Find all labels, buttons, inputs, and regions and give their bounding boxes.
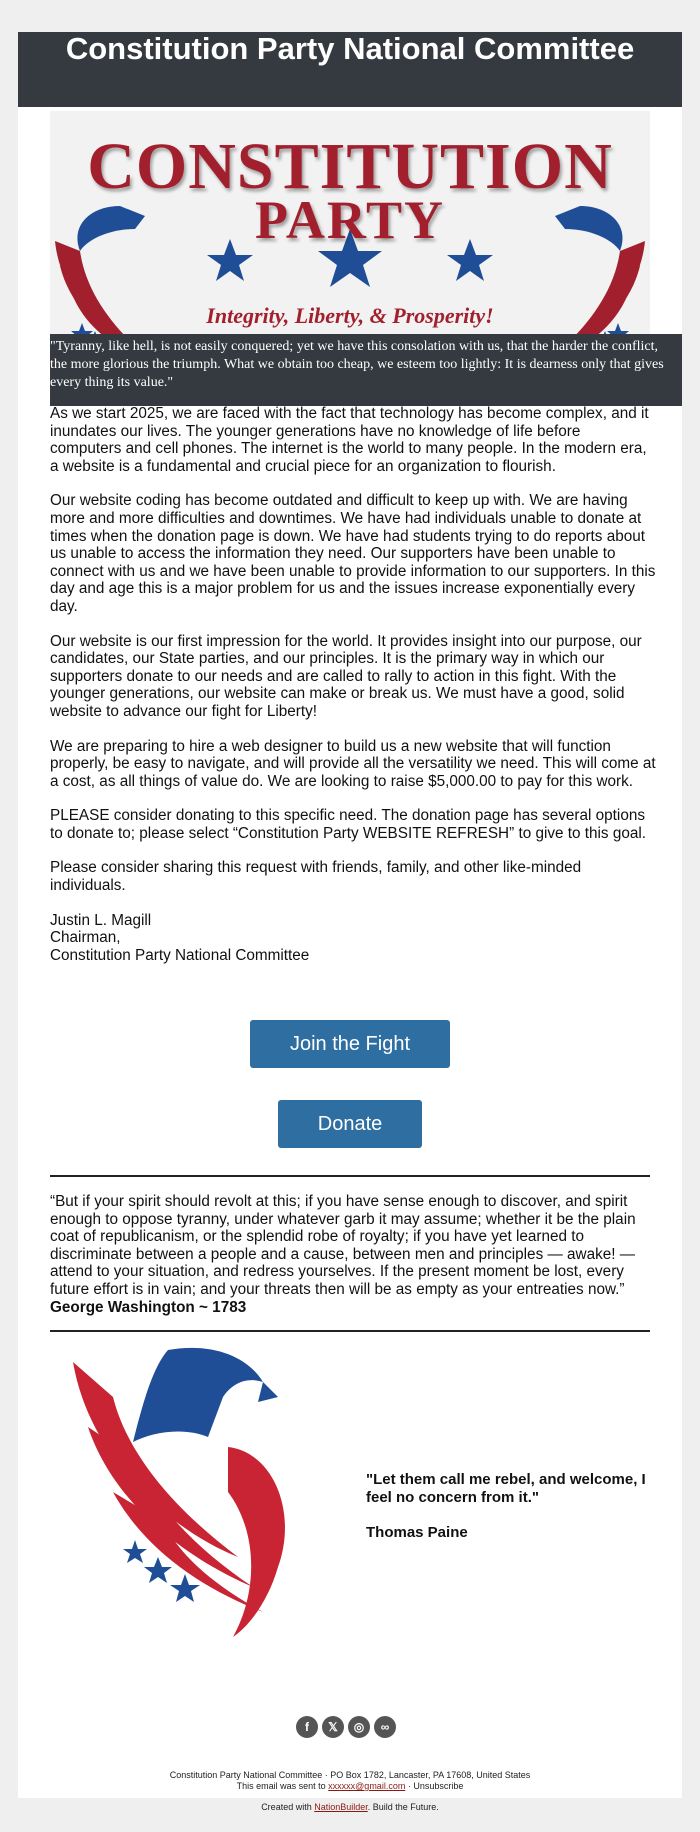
footer-email-link[interactable]: xxxxxx@gmail.com — [328, 1781, 406, 1791]
divider-bottom — [50, 1330, 650, 1332]
body-content — [50, 405, 656, 964]
paragraph-3: Our website is our first impression for the world. It provides insight into our purpose, our candidates, our State parties, and our principles. It is the primary way in which our supporters donate to our needs and are called to rally to action in this fight. With the younger generations, our website can make or break us. We must have a good, solid website to advance our fight for Liberty! — [50, 632, 642, 720]
email-card — [18, 31, 682, 1812]
instagram-icon[interactable]: ◎ — [348, 1716, 370, 1738]
paine-quote-block — [366, 1471, 656, 1559]
washington-attribution: George Washington ~ 1783 — [50, 1298, 247, 1316]
top-quote: "Tyranny, like hell, is not easily conquered; yet we have this consolation with us, that the harder the conflict, the more glorious the triumph. What we obtain too cheap, we esteem too lightly: It is dearness only that gives every thing its value." — [50, 339, 664, 390]
donate-button[interactable]: Donate — [278, 1100, 422, 1148]
paragraph-5: PLEASE consider donating to this specific need. The donation page has several options to donate to; please select “Constitution Party WEBSITE REFRESH” to give to this goal. — [50, 807, 646, 842]
banner-word-party: PARTY — [254, 190, 446, 250]
party-banner — [50, 111, 650, 366]
signature-org: Constitution Party National Committee — [50, 946, 310, 964]
eagle-logo-icon — [73, 1342, 323, 1642]
nationbuilder-link[interactable]: NationBuilder — [314, 1802, 368, 1812]
social-links — [296, 1716, 406, 1740]
paragraph-1: As we start 2025, we are faced with the fact that technology has become complex, and it inundates our lives. The younger generations have no knowledge of life before computers and cell phones. The internet is the world to many people. In the modern era, a website is a fundamental and crucial piece for an organization to flourish. — [50, 405, 649, 475]
footer-created-line: Created with NationBuilder. Build the Future. — [261, 1802, 439, 1812]
facebook-icon[interactable]: f — [296, 1716, 318, 1738]
top-quote-bar — [50, 334, 682, 406]
page-title: Constitution Party National Committee — [65, 31, 635, 66]
banner-tagline: Integrity, Liberty, & Prosperity! — [206, 303, 494, 328]
footer-address: Constitution Party National Committee · PO Box 1782, Lancaster, PA 17608, United States — [169, 1770, 531, 1780]
paragraph-4: We are preparing to hire a web designer to build us a new website that will function properly, be easy to navigate, and will provide all the versatility we need. This will come at a cost, as all things of value do. We are looking to raise $5,000.00 to pay for this work. — [50, 737, 656, 790]
x-icon[interactable]: 𝕏 — [322, 1716, 344, 1738]
link-icon[interactable]: ∞ — [374, 1716, 396, 1738]
paine-quote: "Let them call me rebel, and welcome, I feel no concern from it." — [366, 1471, 646, 1506]
divider-top — [50, 1175, 650, 1177]
footer — [18, 1770, 682, 1813]
paine-author: Thomas Paine — [366, 1524, 468, 1541]
unsubscribe-link[interactable]: Unsubscribe — [413, 1781, 464, 1791]
signature-title: Chairman, — [50, 929, 121, 947]
signature-name: Justin L. Magill — [50, 911, 152, 929]
join-the-fight-button[interactable]: Join the Fight — [250, 1020, 450, 1068]
paragraph-2: Our website coding has become outdated and difficult to keep up with. We are having more and more difficulties and downtimes. We have had individuals unable to donate at times when the donation page is down. We have had students trying to do reports about us unable to access the information they need. Our supporters have been unable to connect with us and we have been unable to provide information to our supporters. In this day and age this is a major problem for us and the issues increase exponentially every day. — [50, 492, 656, 615]
signature — [50, 912, 656, 965]
paragraph-6: Please consider sharing this request with friends, family, and other like-minded individuals. — [50, 859, 582, 895]
washington-quote — [50, 1193, 654, 1316]
washington-quote-text: “But if your spirit should revolt at this; if you have sense enough to discover, and spirit enough to oppose tyranny, under whatever garb it may assume; whether it be the plain coat of republicanism, or the splendid robe of royalty; if you have yet learned to discriminate between a people and a cause, between men and principles — awake! — attend to your situation, and redress yourselves. If the present moment be lost, every future effort is in vain; and your threats then will be as empty as your entreaties now.” — [50, 1193, 636, 1298]
header-bar — [18, 32, 682, 107]
footer-sent-line: This email was sent to xxxxxx@gmail.com · Unsubscribe — [236, 1781, 464, 1791]
banner-word-constitution: CONSTITUTION — [87, 130, 613, 203]
